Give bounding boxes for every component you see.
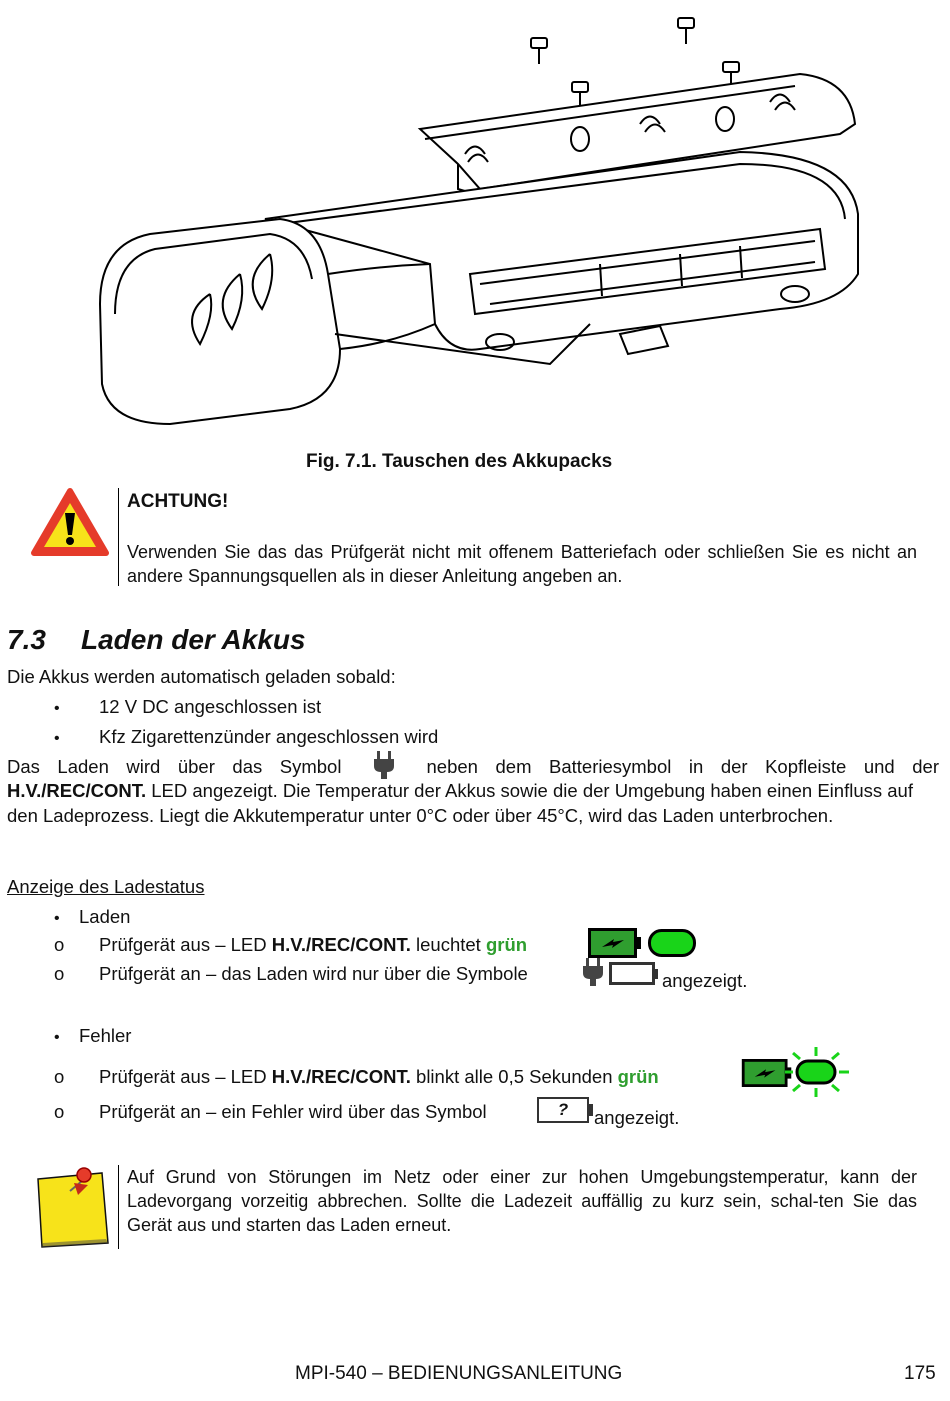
bullet: • bbox=[54, 910, 60, 927]
plug-icon bbox=[582, 958, 604, 986]
error-question-mark: ? bbox=[537, 1097, 589, 1123]
list-item bbox=[54, 1024, 60, 1050]
note-text: Auf Grund von Störungen im Netz oder einer zur hohen Umgebungstemperatur, kann der Ladevorgang vorzeitig abbrechen. Sollte die Ladezeit auffällig zu kurz sein, schal-ten Sie das Gerät aus und starten das Laden erneut. bbox=[127, 1167, 917, 1235]
list-item bbox=[54, 905, 60, 931]
battery-error-icon bbox=[537, 1097, 593, 1123]
charging-on-text: Prüfgerät an – das Laden wird nur über die Symbole bbox=[99, 963, 528, 984]
footer-title: MPI-540 – BEDIENUNGSANLEITUNG bbox=[295, 1363, 623, 1384]
green-color-label: grün bbox=[617, 1066, 659, 1087]
battery-charging-icon bbox=[588, 928, 642, 958]
charging-paragraph-line1 bbox=[7, 751, 939, 780]
bullet: • bbox=[54, 1029, 60, 1046]
sub-marker: o bbox=[54, 963, 65, 984]
charging-off-text: Prüfgerät aus – LED bbox=[99, 934, 267, 955]
condition-car-lighter: Kfz Zigarettenzünder angeschlossen wird bbox=[99, 726, 439, 747]
warning-divider bbox=[118, 488, 119, 586]
status-heading: Anzeige des Ladestatus bbox=[7, 876, 205, 897]
section-intro: Die Akkus werden automatisch geladen sobald: bbox=[7, 666, 396, 687]
bullet: • bbox=[54, 700, 60, 717]
warning-title: ACHTUNG! bbox=[127, 491, 229, 512]
section-number: 7.3 bbox=[7, 624, 46, 655]
list-item bbox=[54, 725, 60, 751]
green-color-label: grün bbox=[485, 934, 528, 955]
warning-text: Verwenden Sie das das Prüfgerät nicht mit offenem Batteriefach oder schließen Sie es nicht an andere Spannungsquellen als in dieser Anleitung angeben an. bbox=[127, 542, 917, 586]
error-on-text-b: angezeigt. bbox=[594, 1107, 680, 1128]
error-off-text-b: blinkt alle 0,5 Sekunden bbox=[416, 1066, 613, 1087]
bullet: • bbox=[54, 730, 60, 747]
charging-off-text-b: leuchtet bbox=[416, 934, 481, 955]
paragraph-text-a: Das Laden wird über das Symbol bbox=[7, 756, 342, 777]
led-name: H.V./REC/CONT. bbox=[7, 780, 147, 801]
list-item bbox=[54, 695, 60, 721]
led-name: H.V./REC/CONT. bbox=[271, 1066, 411, 1087]
note-pin-icon bbox=[34, 1163, 114, 1249]
charging-off-line bbox=[99, 933, 527, 957]
note-divider bbox=[118, 1165, 119, 1249]
section-heading bbox=[7, 624, 306, 656]
sub-marker: o bbox=[54, 1101, 65, 1122]
charging-label: Laden bbox=[79, 906, 131, 927]
error-label: Fehler bbox=[79, 1025, 132, 1046]
sub-marker: o bbox=[54, 934, 65, 955]
led-green-icon bbox=[648, 929, 696, 957]
error-off-text: Prüfgerät aus – LED bbox=[99, 1066, 267, 1087]
led-name: H.V./REC/CONT. bbox=[271, 934, 411, 955]
error-off-line bbox=[99, 1065, 659, 1089]
sub-marker: o bbox=[54, 1066, 65, 1087]
error-on-text: Prüfgerät an – ein Fehler wird über das Symbol bbox=[99, 1101, 487, 1122]
paragraph-text-c: LED angezeigt. Die Temperatur der Akkus sowie die der Umgebung haben einen Einfluss auf den Ladeprozess. Liegt die Akkutemperatur unter 0°C oder über 45°C, wird das Laden unterbrochen. bbox=[7, 780, 913, 826]
charging-paragraph-rest bbox=[7, 779, 939, 828]
paragraph-text-b: neben dem Batteriesymbol in der Kopfleiste und der bbox=[426, 756, 939, 777]
page-number: 175 bbox=[904, 1363, 936, 1384]
battery-outline-icon bbox=[609, 962, 659, 986]
charging-on-text-b: angezeigt. bbox=[662, 970, 748, 991]
section-title: Laden der Akkus bbox=[81, 624, 306, 655]
plug-icon bbox=[373, 751, 395, 779]
led-blinking-icon bbox=[783, 1045, 851, 1099]
condition-12v: 12 V DC angeschlossen ist bbox=[99, 696, 322, 717]
figure-caption: Fig. 7.1. Tauschen des Akkupacks bbox=[306, 451, 613, 472]
warning-triangle-icon bbox=[30, 487, 110, 559]
battery-pack-replacement-figure bbox=[80, 4, 870, 434]
